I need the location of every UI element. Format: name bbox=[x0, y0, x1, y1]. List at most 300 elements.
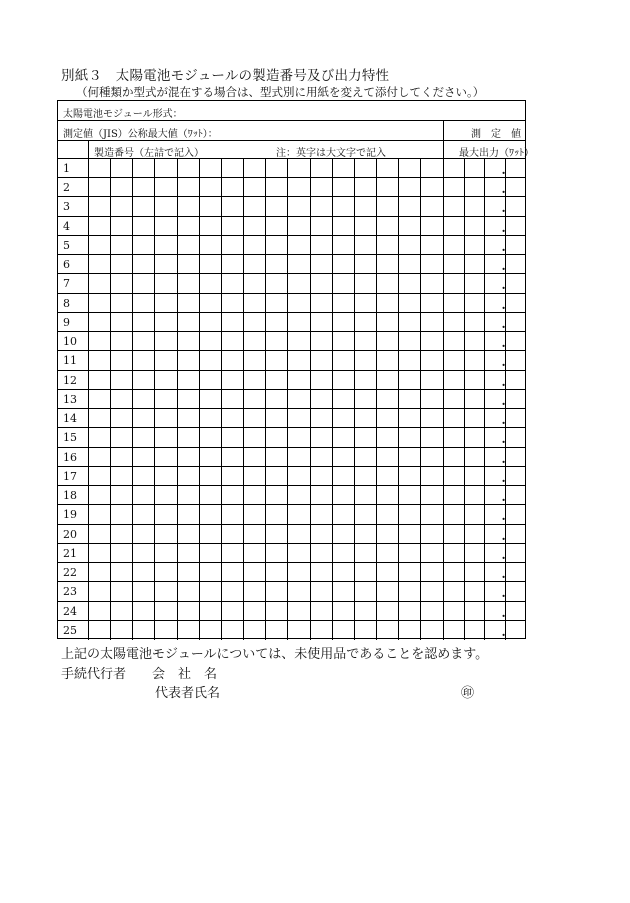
serial-digit-cell[interactable] bbox=[376, 313, 398, 332]
serial-digit-cell[interactable] bbox=[110, 467, 132, 486]
serial-digit-cell[interactable] bbox=[177, 390, 199, 409]
serial-digit-cell[interactable] bbox=[354, 274, 376, 293]
serial-digit-cell[interactable] bbox=[398, 274, 420, 293]
serial-digit-cell[interactable] bbox=[243, 217, 265, 236]
serial-digit-cell[interactable] bbox=[287, 332, 309, 351]
serial-digit-cell[interactable] bbox=[243, 409, 265, 428]
serial-digit-cell[interactable] bbox=[398, 505, 420, 524]
serial-digit-cell[interactable] bbox=[398, 236, 420, 255]
serial-digit-cell[interactable] bbox=[265, 467, 287, 486]
serial-digit-cell[interactable] bbox=[287, 602, 309, 621]
serial-digit-cell[interactable] bbox=[132, 582, 154, 601]
output-digit-cell[interactable] bbox=[443, 563, 464, 582]
serial-digit-cell[interactable] bbox=[310, 428, 332, 447]
serial-digit-cell[interactable] bbox=[110, 236, 132, 255]
serial-digit-cell[interactable] bbox=[221, 274, 243, 293]
serial-digit-cell[interactable] bbox=[376, 236, 398, 255]
serial-digit-cell[interactable] bbox=[376, 525, 398, 544]
serial-digit-cell[interactable] bbox=[287, 159, 309, 178]
serial-digit-cell[interactable] bbox=[420, 467, 442, 486]
output-digit-cell[interactable] bbox=[443, 217, 464, 236]
serial-digit-cell[interactable] bbox=[354, 197, 376, 216]
serial-digit-cell[interactable] bbox=[376, 274, 398, 293]
serial-digit-cell[interactable] bbox=[376, 217, 398, 236]
serial-digit-cell[interactable] bbox=[88, 236, 110, 255]
serial-digit-cell[interactable] bbox=[154, 448, 176, 467]
serial-digit-cell[interactable] bbox=[110, 602, 132, 621]
serial-digit-cell[interactable] bbox=[287, 178, 309, 197]
serial-digit-cell[interactable] bbox=[243, 332, 265, 351]
serial-digit-cell[interactable] bbox=[132, 621, 154, 640]
output-digit-cell[interactable] bbox=[505, 255, 526, 274]
serial-digit-cell[interactable] bbox=[420, 486, 442, 505]
serial-digit-cell[interactable] bbox=[265, 351, 287, 370]
output-digit-cell[interactable] bbox=[505, 313, 526, 332]
serial-digit-cell[interactable] bbox=[287, 448, 309, 467]
serial-digit-cell[interactable] bbox=[332, 428, 354, 447]
serial-digit-cell[interactable] bbox=[132, 467, 154, 486]
serial-digit-cell[interactable] bbox=[177, 448, 199, 467]
serial-digit-cell[interactable] bbox=[354, 486, 376, 505]
serial-digit-cell[interactable] bbox=[177, 313, 199, 332]
serial-digit-cell[interactable] bbox=[265, 294, 287, 313]
serial-digit-cell[interactable] bbox=[199, 409, 221, 428]
serial-digit-cell[interactable] bbox=[398, 486, 420, 505]
serial-digit-cell[interactable] bbox=[154, 178, 176, 197]
serial-digit-cell[interactable] bbox=[398, 217, 420, 236]
serial-digit-cell[interactable] bbox=[243, 236, 265, 255]
serial-digit-cell[interactable] bbox=[221, 544, 243, 563]
serial-digit-cell[interactable] bbox=[110, 255, 132, 274]
serial-digit-cell[interactable] bbox=[199, 486, 221, 505]
output-digit-cell[interactable] bbox=[464, 294, 485, 313]
serial-digit-cell[interactable] bbox=[110, 274, 132, 293]
output-digit-cell[interactable] bbox=[443, 159, 464, 178]
serial-digit-cell[interactable] bbox=[310, 621, 332, 640]
serial-digit-cell[interactable] bbox=[177, 467, 199, 486]
serial-digit-cell[interactable] bbox=[177, 486, 199, 505]
output-digit-cell[interactable] bbox=[464, 178, 485, 197]
serial-digit-cell[interactable] bbox=[132, 371, 154, 390]
serial-digit-cell[interactable] bbox=[354, 428, 376, 447]
serial-digit-cell[interactable] bbox=[265, 178, 287, 197]
serial-digit-cell[interactable] bbox=[221, 217, 243, 236]
serial-digit-cell[interactable] bbox=[199, 255, 221, 274]
serial-digit-cell[interactable] bbox=[221, 428, 243, 447]
serial-digit-cell[interactable] bbox=[110, 217, 132, 236]
serial-digit-cell[interactable] bbox=[154, 563, 176, 582]
output-digit-cell[interactable] bbox=[464, 428, 485, 447]
serial-digit-cell[interactable] bbox=[221, 178, 243, 197]
serial-digit-cell[interactable] bbox=[132, 332, 154, 351]
serial-digit-cell[interactable] bbox=[177, 236, 199, 255]
serial-digit-cell[interactable] bbox=[332, 621, 354, 640]
serial-digit-cell[interactable] bbox=[310, 236, 332, 255]
serial-digit-cell[interactable] bbox=[110, 544, 132, 563]
serial-digit-cell[interactable] bbox=[154, 255, 176, 274]
serial-digit-cell[interactable] bbox=[332, 390, 354, 409]
serial-digit-cell[interactable] bbox=[310, 313, 332, 332]
output-digit-cell[interactable] bbox=[464, 255, 485, 274]
serial-digit-cell[interactable] bbox=[154, 486, 176, 505]
output-digit-cell[interactable] bbox=[443, 525, 464, 544]
output-digit-cell[interactable] bbox=[464, 409, 485, 428]
output-digit-cell[interactable] bbox=[443, 602, 464, 621]
serial-digit-cell[interactable] bbox=[199, 159, 221, 178]
serial-digit-cell[interactable] bbox=[154, 313, 176, 332]
serial-digit-cell[interactable] bbox=[177, 217, 199, 236]
output-digit-cell[interactable] bbox=[443, 294, 464, 313]
serial-digit-cell[interactable] bbox=[154, 467, 176, 486]
serial-digit-cell[interactable] bbox=[88, 486, 110, 505]
output-digit-cell[interactable] bbox=[443, 197, 464, 216]
serial-digit-cell[interactable] bbox=[154, 217, 176, 236]
serial-digit-cell[interactable] bbox=[376, 428, 398, 447]
serial-digit-cell[interactable] bbox=[310, 467, 332, 486]
output-digit-cell[interactable] bbox=[505, 178, 526, 197]
serial-digit-cell[interactable] bbox=[420, 621, 442, 640]
output-digit-cell[interactable] bbox=[464, 582, 485, 601]
serial-digit-cell[interactable] bbox=[110, 409, 132, 428]
serial-digit-cell[interactable] bbox=[221, 505, 243, 524]
serial-digit-cell[interactable] bbox=[332, 582, 354, 601]
serial-digit-cell[interactable] bbox=[310, 255, 332, 274]
serial-digit-cell[interactable] bbox=[132, 197, 154, 216]
serial-digit-cell[interactable] bbox=[265, 621, 287, 640]
output-digit-cell[interactable] bbox=[464, 236, 485, 255]
serial-digit-cell[interactable] bbox=[243, 428, 265, 447]
serial-digit-cell[interactable] bbox=[354, 178, 376, 197]
serial-digit-cell[interactable] bbox=[398, 294, 420, 313]
serial-digit-cell[interactable] bbox=[177, 602, 199, 621]
serial-digit-cell[interactable] bbox=[199, 217, 221, 236]
serial-digit-cell[interactable] bbox=[243, 563, 265, 582]
serial-digit-cell[interactable] bbox=[132, 313, 154, 332]
serial-digit-cell[interactable] bbox=[310, 544, 332, 563]
serial-digit-cell[interactable] bbox=[132, 255, 154, 274]
serial-digit-cell[interactable] bbox=[287, 274, 309, 293]
serial-digit-cell[interactable] bbox=[199, 371, 221, 390]
serial-digit-cell[interactable] bbox=[332, 274, 354, 293]
serial-digit-cell[interactable] bbox=[110, 505, 132, 524]
serial-digit-cell[interactable] bbox=[265, 313, 287, 332]
serial-digit-cell[interactable] bbox=[177, 255, 199, 274]
serial-digit-cell[interactable] bbox=[376, 351, 398, 370]
serial-digit-cell[interactable] bbox=[354, 409, 376, 428]
serial-digit-cell[interactable] bbox=[88, 563, 110, 582]
serial-digit-cell[interactable] bbox=[420, 178, 442, 197]
serial-digit-cell[interactable] bbox=[376, 621, 398, 640]
serial-digit-cell[interactable] bbox=[199, 563, 221, 582]
serial-digit-cell[interactable] bbox=[287, 525, 309, 544]
serial-digit-cell[interactable] bbox=[398, 563, 420, 582]
serial-digit-cell[interactable] bbox=[287, 236, 309, 255]
output-digit-cell[interactable] bbox=[464, 217, 485, 236]
serial-digit-cell[interactable] bbox=[265, 236, 287, 255]
serial-digit-cell[interactable] bbox=[154, 371, 176, 390]
serial-digit-cell[interactable] bbox=[420, 197, 442, 216]
serial-digit-cell[interactable] bbox=[265, 448, 287, 467]
serial-digit-cell[interactable] bbox=[398, 409, 420, 428]
serial-digit-cell[interactable] bbox=[243, 274, 265, 293]
output-digit-cell[interactable] bbox=[464, 390, 485, 409]
serial-digit-cell[interactable] bbox=[221, 409, 243, 428]
serial-digit-cell[interactable] bbox=[177, 351, 199, 370]
serial-digit-cell[interactable] bbox=[221, 197, 243, 216]
output-digit-cell[interactable] bbox=[443, 582, 464, 601]
serial-digit-cell[interactable] bbox=[243, 371, 265, 390]
serial-digit-cell[interactable] bbox=[420, 217, 442, 236]
serial-digit-cell[interactable] bbox=[243, 602, 265, 621]
serial-digit-cell[interactable] bbox=[265, 390, 287, 409]
serial-digit-cell[interactable] bbox=[354, 294, 376, 313]
serial-digit-cell[interactable] bbox=[88, 544, 110, 563]
serial-digit-cell[interactable] bbox=[265, 255, 287, 274]
serial-digit-cell[interactable] bbox=[154, 505, 176, 524]
serial-digit-cell[interactable] bbox=[132, 544, 154, 563]
serial-digit-cell[interactable] bbox=[132, 409, 154, 428]
serial-digit-cell[interactable] bbox=[420, 448, 442, 467]
serial-digit-cell[interactable] bbox=[398, 428, 420, 447]
serial-digit-cell[interactable] bbox=[221, 467, 243, 486]
serial-digit-cell[interactable] bbox=[199, 313, 221, 332]
serial-digit-cell[interactable] bbox=[110, 390, 132, 409]
serial-digit-cell[interactable] bbox=[398, 178, 420, 197]
serial-digit-cell[interactable] bbox=[420, 236, 442, 255]
serial-digit-cell[interactable] bbox=[310, 563, 332, 582]
serial-digit-cell[interactable] bbox=[398, 525, 420, 544]
serial-digit-cell[interactable] bbox=[243, 294, 265, 313]
output-digit-cell[interactable] bbox=[505, 217, 526, 236]
serial-digit-cell[interactable] bbox=[154, 197, 176, 216]
serial-digit-cell[interactable] bbox=[332, 159, 354, 178]
serial-digit-cell[interactable] bbox=[110, 159, 132, 178]
serial-digit-cell[interactable] bbox=[221, 602, 243, 621]
serial-digit-cell[interactable] bbox=[420, 525, 442, 544]
serial-digit-cell[interactable] bbox=[332, 294, 354, 313]
serial-digit-cell[interactable] bbox=[332, 448, 354, 467]
serial-digit-cell[interactable] bbox=[287, 563, 309, 582]
serial-digit-cell[interactable] bbox=[398, 255, 420, 274]
output-digit-cell[interactable] bbox=[464, 505, 485, 524]
serial-digit-cell[interactable] bbox=[110, 371, 132, 390]
serial-digit-cell[interactable] bbox=[398, 448, 420, 467]
serial-digit-cell[interactable] bbox=[110, 486, 132, 505]
serial-digit-cell[interactable] bbox=[88, 294, 110, 313]
serial-digit-cell[interactable] bbox=[287, 390, 309, 409]
output-digit-cell[interactable] bbox=[464, 159, 485, 178]
serial-digit-cell[interactable] bbox=[88, 602, 110, 621]
serial-digit-cell[interactable] bbox=[132, 159, 154, 178]
serial-digit-cell[interactable] bbox=[420, 274, 442, 293]
serial-digit-cell[interactable] bbox=[177, 371, 199, 390]
serial-digit-cell[interactable] bbox=[310, 217, 332, 236]
serial-digit-cell[interactable] bbox=[287, 351, 309, 370]
serial-digit-cell[interactable] bbox=[265, 544, 287, 563]
serial-digit-cell[interactable] bbox=[110, 178, 132, 197]
serial-digit-cell[interactable] bbox=[420, 351, 442, 370]
output-digit-cell[interactable] bbox=[464, 621, 485, 640]
output-digit-cell[interactable] bbox=[505, 409, 526, 428]
serial-digit-cell[interactable] bbox=[132, 428, 154, 447]
output-digit-cell[interactable] bbox=[464, 332, 485, 351]
serial-digit-cell[interactable] bbox=[177, 294, 199, 313]
serial-digit-cell[interactable] bbox=[398, 197, 420, 216]
serial-digit-cell[interactable] bbox=[265, 525, 287, 544]
serial-digit-cell[interactable] bbox=[88, 428, 110, 447]
output-digit-cell[interactable] bbox=[505, 236, 526, 255]
serial-digit-cell[interactable] bbox=[376, 197, 398, 216]
serial-digit-cell[interactable] bbox=[420, 313, 442, 332]
serial-digit-cell[interactable] bbox=[243, 255, 265, 274]
serial-digit-cell[interactable] bbox=[110, 332, 132, 351]
serial-digit-cell[interactable] bbox=[420, 409, 442, 428]
output-digit-cell[interactable] bbox=[505, 159, 526, 178]
serial-digit-cell[interactable] bbox=[177, 197, 199, 216]
serial-digit-cell[interactable] bbox=[354, 236, 376, 255]
serial-digit-cell[interactable] bbox=[310, 371, 332, 390]
serial-digit-cell[interactable] bbox=[310, 178, 332, 197]
serial-digit-cell[interactable] bbox=[243, 486, 265, 505]
serial-digit-cell[interactable] bbox=[221, 236, 243, 255]
serial-digit-cell[interactable] bbox=[420, 255, 442, 274]
serial-digit-cell[interactable] bbox=[154, 351, 176, 370]
serial-digit-cell[interactable] bbox=[110, 582, 132, 601]
serial-digit-cell[interactable] bbox=[265, 159, 287, 178]
serial-digit-cell[interactable] bbox=[376, 409, 398, 428]
serial-digit-cell[interactable] bbox=[154, 332, 176, 351]
serial-digit-cell[interactable] bbox=[265, 582, 287, 601]
serial-digit-cell[interactable] bbox=[398, 582, 420, 601]
serial-digit-cell[interactable] bbox=[376, 505, 398, 524]
output-digit-cell[interactable] bbox=[443, 178, 464, 197]
serial-digit-cell[interactable] bbox=[132, 217, 154, 236]
serial-digit-cell[interactable] bbox=[332, 467, 354, 486]
serial-digit-cell[interactable] bbox=[88, 332, 110, 351]
serial-digit-cell[interactable] bbox=[287, 371, 309, 390]
serial-digit-cell[interactable] bbox=[265, 274, 287, 293]
serial-digit-cell[interactable] bbox=[132, 294, 154, 313]
output-digit-cell[interactable] bbox=[505, 332, 526, 351]
serial-digit-cell[interactable] bbox=[154, 294, 176, 313]
serial-digit-cell[interactable] bbox=[265, 197, 287, 216]
output-digit-cell[interactable] bbox=[443, 371, 464, 390]
serial-digit-cell[interactable] bbox=[265, 428, 287, 447]
serial-digit-cell[interactable] bbox=[199, 236, 221, 255]
output-digit-cell[interactable] bbox=[464, 351, 485, 370]
serial-digit-cell[interactable] bbox=[354, 621, 376, 640]
serial-digit-cell[interactable] bbox=[332, 409, 354, 428]
serial-digit-cell[interactable] bbox=[88, 525, 110, 544]
serial-digit-cell[interactable] bbox=[354, 544, 376, 563]
output-digit-cell[interactable] bbox=[505, 390, 526, 409]
serial-digit-cell[interactable] bbox=[265, 486, 287, 505]
serial-digit-cell[interactable] bbox=[398, 390, 420, 409]
serial-digit-cell[interactable] bbox=[310, 582, 332, 601]
serial-digit-cell[interactable] bbox=[310, 351, 332, 370]
serial-digit-cell[interactable] bbox=[221, 582, 243, 601]
serial-digit-cell[interactable] bbox=[332, 563, 354, 582]
serial-digit-cell[interactable] bbox=[420, 563, 442, 582]
output-digit-cell[interactable] bbox=[443, 274, 464, 293]
output-digit-cell[interactable] bbox=[443, 351, 464, 370]
output-digit-cell[interactable] bbox=[443, 428, 464, 447]
output-digit-cell[interactable] bbox=[505, 486, 526, 505]
serial-digit-cell[interactable] bbox=[332, 197, 354, 216]
serial-digit-cell[interactable] bbox=[221, 294, 243, 313]
output-digit-cell[interactable] bbox=[443, 313, 464, 332]
output-digit-cell[interactable] bbox=[464, 313, 485, 332]
serial-digit-cell[interactable] bbox=[177, 544, 199, 563]
serial-digit-cell[interactable] bbox=[110, 621, 132, 640]
serial-digit-cell[interactable] bbox=[110, 428, 132, 447]
serial-digit-cell[interactable] bbox=[332, 544, 354, 563]
output-digit-cell[interactable] bbox=[505, 197, 526, 216]
serial-digit-cell[interactable] bbox=[221, 621, 243, 640]
serial-digit-cell[interactable] bbox=[354, 351, 376, 370]
output-digit-cell[interactable] bbox=[505, 563, 526, 582]
serial-digit-cell[interactable] bbox=[199, 448, 221, 467]
serial-digit-cell[interactable] bbox=[398, 371, 420, 390]
serial-digit-cell[interactable] bbox=[376, 159, 398, 178]
serial-digit-cell[interactable] bbox=[310, 486, 332, 505]
output-digit-cell[interactable] bbox=[443, 467, 464, 486]
serial-digit-cell[interactable] bbox=[177, 409, 199, 428]
serial-digit-cell[interactable] bbox=[310, 274, 332, 293]
output-digit-cell[interactable] bbox=[505, 525, 526, 544]
serial-digit-cell[interactable] bbox=[287, 544, 309, 563]
serial-digit-cell[interactable] bbox=[154, 274, 176, 293]
serial-digit-cell[interactable] bbox=[132, 448, 154, 467]
serial-digit-cell[interactable] bbox=[287, 621, 309, 640]
serial-digit-cell[interactable] bbox=[199, 294, 221, 313]
serial-digit-cell[interactable] bbox=[88, 409, 110, 428]
serial-digit-cell[interactable] bbox=[265, 332, 287, 351]
serial-digit-cell[interactable] bbox=[243, 582, 265, 601]
serial-digit-cell[interactable] bbox=[88, 313, 110, 332]
output-digit-cell[interactable] bbox=[443, 505, 464, 524]
serial-digit-cell[interactable] bbox=[243, 505, 265, 524]
serial-digit-cell[interactable] bbox=[332, 178, 354, 197]
serial-digit-cell[interactable] bbox=[110, 351, 132, 370]
serial-digit-cell[interactable] bbox=[199, 621, 221, 640]
serial-digit-cell[interactable] bbox=[354, 563, 376, 582]
serial-digit-cell[interactable] bbox=[354, 217, 376, 236]
serial-digit-cell[interactable] bbox=[199, 428, 221, 447]
serial-digit-cell[interactable] bbox=[221, 525, 243, 544]
serial-digit-cell[interactable] bbox=[420, 332, 442, 351]
serial-digit-cell[interactable] bbox=[88, 217, 110, 236]
serial-digit-cell[interactable] bbox=[177, 582, 199, 601]
serial-digit-cell[interactable] bbox=[332, 313, 354, 332]
serial-digit-cell[interactable] bbox=[88, 351, 110, 370]
serial-digit-cell[interactable] bbox=[110, 197, 132, 216]
serial-digit-cell[interactable] bbox=[132, 486, 154, 505]
serial-digit-cell[interactable] bbox=[265, 409, 287, 428]
serial-digit-cell[interactable] bbox=[287, 409, 309, 428]
serial-digit-cell[interactable] bbox=[154, 582, 176, 601]
serial-digit-cell[interactable] bbox=[332, 217, 354, 236]
serial-digit-cell[interactable] bbox=[420, 505, 442, 524]
serial-digit-cell[interactable] bbox=[420, 390, 442, 409]
serial-digit-cell[interactable] bbox=[177, 505, 199, 524]
serial-digit-cell[interactable] bbox=[310, 390, 332, 409]
serial-digit-cell[interactable] bbox=[376, 467, 398, 486]
serial-digit-cell[interactable] bbox=[310, 525, 332, 544]
serial-digit-cell[interactable] bbox=[354, 371, 376, 390]
serial-digit-cell[interactable] bbox=[88, 390, 110, 409]
output-digit-cell[interactable] bbox=[464, 486, 485, 505]
